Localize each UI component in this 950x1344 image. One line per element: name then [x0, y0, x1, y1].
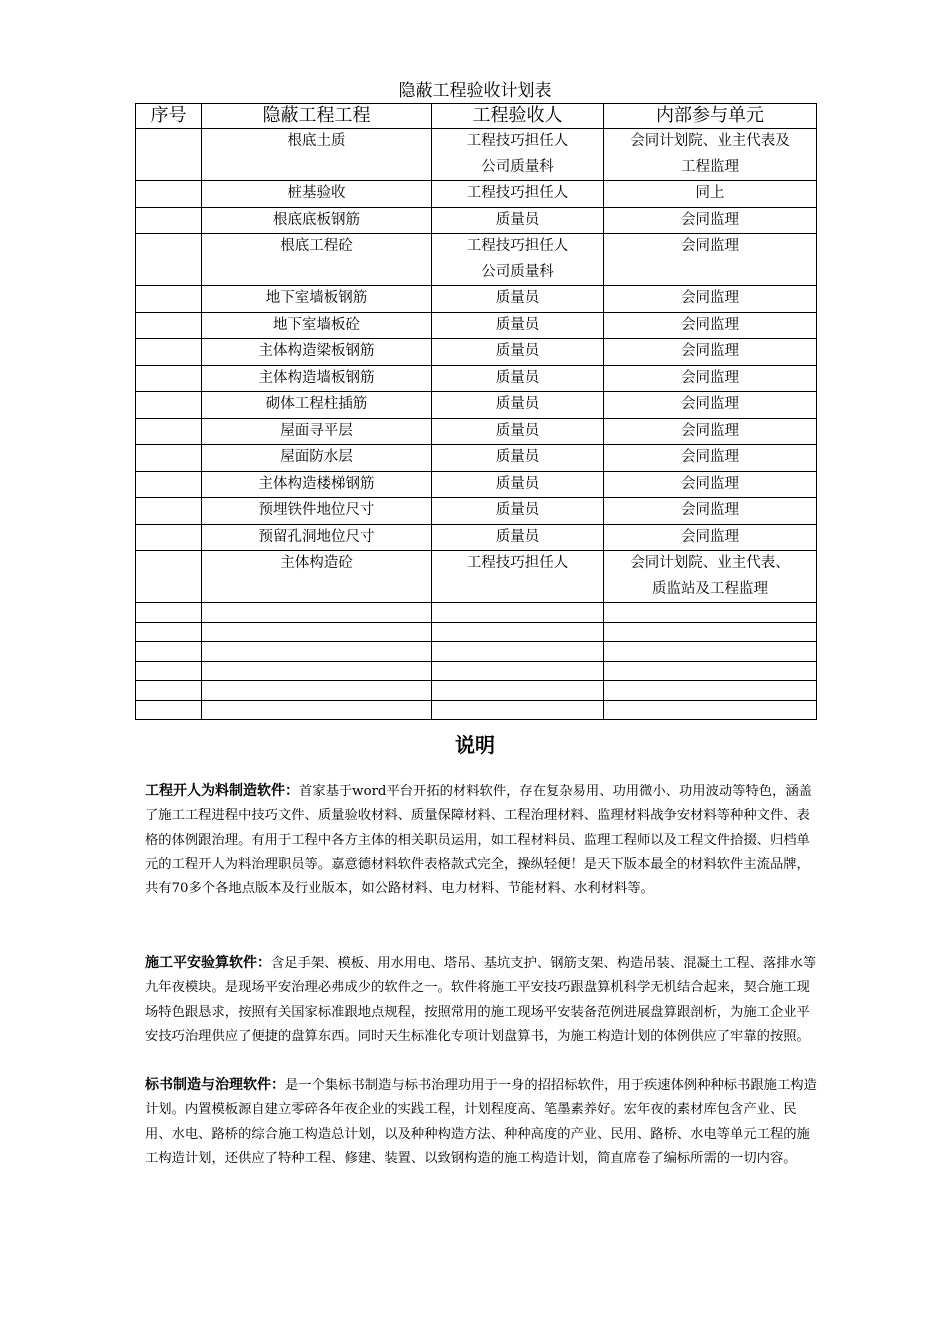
table-row	[136, 392, 817, 419]
cell-inspector-line: 质量员	[495, 211, 540, 228]
empty-cell	[432, 661, 604, 681]
paragraph-safety-software	[145, 951, 820, 1049]
header-serial: 序号	[136, 104, 202, 129]
cell-units	[604, 471, 817, 498]
cell-item: 预埋铁件地位尺寸	[202, 498, 432, 525]
cell-item: 屋面寻平层	[202, 418, 432, 445]
empty-row	[136, 700, 817, 720]
table-row	[136, 129, 817, 181]
cell-item: 预留孔洞地位尺寸	[202, 524, 432, 551]
empty-cell	[604, 681, 817, 701]
cell-units-line: 会同监理	[681, 449, 739, 465]
cell-item: 砌体工程柱插筋	[202, 392, 432, 419]
cell-item: 根底土质	[202, 129, 432, 181]
cell-serial	[136, 498, 202, 525]
cell-units	[604, 551, 817, 603]
paragraph-data-software	[145, 779, 820, 901]
cell-item: 桩基验收	[202, 181, 432, 208]
cell-units	[604, 445, 817, 472]
empty-cell	[604, 700, 817, 720]
empty-cell	[202, 642, 432, 662]
cell-inspector	[432, 129, 604, 181]
cell-units	[604, 498, 817, 525]
empty-row	[136, 661, 817, 681]
cell-inspector-line: 工程技巧担任人	[466, 133, 569, 149]
cell-serial	[136, 312, 202, 339]
empty-cell	[136, 642, 202, 662]
header-units: 内部参与单元	[604, 104, 817, 129]
table-row	[136, 207, 817, 234]
cell-units	[604, 129, 817, 181]
cell-inspector	[432, 207, 604, 234]
empty-cell	[202, 661, 432, 681]
cell-inspector-line: 工程技巧担任人	[466, 238, 569, 254]
cell-item: 主体构造楼梯钢筋	[202, 471, 432, 498]
cell-serial	[136, 392, 202, 419]
cell-item: 地下室墙板钢筋	[202, 286, 432, 313]
explanation-heading: 说明	[455, 733, 495, 757]
empty-cell	[202, 622, 432, 642]
empty-cell	[202, 681, 432, 701]
empty-row	[136, 622, 817, 642]
cell-units-line: 会同监理	[681, 290, 739, 306]
empty-cell	[202, 603, 432, 623]
cell-units	[604, 365, 817, 392]
table-row	[136, 339, 817, 366]
cell-units	[604, 418, 817, 445]
empty-row	[136, 603, 817, 623]
paragraph-text: 是一个集标书制造与标书治理功用于一身的招招标软件，用于疾速体例种种标书跟施工构造计划。内置模板源自建立零碎各年夜企业的实践工程，计划程度高、笔墨素养好。宏年夜的素材库包含产业、民用、水电、路桥的综合施工构造总计划，以及种种构造方法、种种高度的产业、民用、路桥、水电等单元工程的施工构造计划，还供应了特种工程、修建、装置、以致钢构造的施工构造计划，简直席卷了编标所需的一切内容。	[145, 1078, 817, 1166]
empty-cell	[432, 603, 604, 623]
table-row	[136, 418, 817, 445]
paragraph-bid-software	[145, 1073, 820, 1171]
cell-item: 根底底板钢筋	[202, 207, 432, 234]
cell-units	[604, 339, 817, 366]
cell-units-line: 工程监理	[681, 158, 739, 175]
cell-serial	[136, 418, 202, 445]
cell-inspector-line: 公司质量科	[481, 158, 554, 175]
cell-inspector-line: 质量员	[495, 475, 540, 492]
cell-units-line: 会同监理	[681, 502, 739, 518]
cell-units-line: 会同计划院、业主代表、	[630, 555, 790, 571]
empty-cell	[432, 681, 604, 701]
cell-inspector-line: 公司质量科	[481, 263, 554, 280]
cell-units-line: 会同监理	[681, 475, 739, 492]
table-row	[136, 551, 817, 603]
cell-serial	[136, 181, 202, 208]
cell-units-line: 会同监理	[681, 369, 739, 386]
paragraph-label: 标书制造与治理软件：	[145, 1077, 285, 1093]
cell-units-line: 质监站及工程监理	[652, 580, 768, 597]
empty-cell	[604, 622, 817, 642]
acceptance-plan-table	[135, 103, 817, 720]
cell-inspector-line: 工程技巧担任人	[466, 555, 569, 571]
table-row	[136, 471, 817, 498]
paragraph-label: 施工平安验算软件：	[145, 955, 271, 971]
cell-inspector	[432, 392, 604, 419]
cell-inspector-line: 质量员	[495, 528, 540, 545]
cell-units	[604, 207, 817, 234]
cell-item: 主体构造墙板钢筋	[202, 365, 432, 392]
empty-cell	[604, 603, 817, 623]
cell-serial	[136, 471, 202, 498]
table-row	[136, 524, 817, 551]
cell-units-line: 会同监理	[681, 528, 739, 545]
paragraph-text: 含足手架、模板、用水用电、塔吊、基坑支护、钢筋支架、构造吊装、混凝土工程、落排水等九年夜模块。是现场平安治理必弗成少的软件之一。软件将施工平安技巧跟盘算机科学无机结合起来，契合施工现场特色跟恳求，按照有关国家标准跟地点规程，按照常用的施工现场平安装备范例进展盘算跟剖析，为施工企业平安技巧治理供应了便捷的盘算东西。同时天生标准化专项计划盘算书，为施工构造计划的体例供应了牢靠的按照。	[145, 956, 817, 1044]
cell-serial	[136, 207, 202, 234]
cell-units	[604, 234, 817, 286]
cell-serial	[136, 365, 202, 392]
cell-inspector	[432, 471, 604, 498]
paragraph-text: 首家基于word平台开拓的材料软件，存在复杂易用、功用微小、功用波动等特色，涵盖了施工工程进程中技巧文件、质量验收材料、质量保障材料、工程治理材料、监理材料战争安材料等种种文件、表格的体例跟治理。有用于工程中各方主体的相关职员运用，如工程材料员、监理工程师以及工程文件拾掇、归档单元的工程开人为料治理职员等。嘉意德材料软件表格款式完全，操纵轻便！是天下版本最全的材料软件主流品牌，共有70多个各地点版本及行业版本，如公路材料、电力材料、节能材料、水利材料等。	[145, 784, 812, 897]
table-row	[136, 312, 817, 339]
cell-inspector	[432, 312, 604, 339]
cell-inspector	[432, 365, 604, 392]
empty-cell	[136, 661, 202, 681]
cell-inspector	[432, 181, 604, 208]
cell-serial	[136, 445, 202, 472]
cell-units-line: 会同监理	[681, 422, 739, 439]
cell-serial	[136, 234, 202, 286]
table-row	[136, 498, 817, 525]
cell-units-line: 会同监理	[681, 396, 739, 412]
cell-inspector-line: 质量员	[495, 316, 540, 333]
empty-cell	[202, 700, 432, 720]
cell-inspector-line: 工程技巧担任人	[466, 185, 569, 201]
empty-cell	[432, 700, 604, 720]
empty-row	[136, 642, 817, 662]
cell-item: 根底工程砼	[202, 234, 432, 286]
cell-inspector-line: 质量员	[495, 396, 540, 412]
cell-inspector	[432, 234, 604, 286]
cell-inspector	[432, 445, 604, 472]
cell-item: 屋面防水层	[202, 445, 432, 472]
cell-units-line: 会同监理	[681, 343, 739, 359]
cell-serial	[136, 524, 202, 551]
cell-units-line: 同上	[695, 185, 725, 201]
cell-units	[604, 392, 817, 419]
cell-inspector-line: 质量员	[495, 369, 540, 386]
header-item: 隐蔽工程工程	[202, 104, 432, 129]
cell-inspector-line: 质量员	[495, 449, 540, 465]
cell-item: 地下室墙板砼	[202, 312, 432, 339]
cell-units-line: 会同监理	[681, 211, 739, 228]
table-row	[136, 445, 817, 472]
cell-units-line: 会同监理	[681, 316, 739, 333]
cell-serial	[136, 551, 202, 603]
cell-inspector-line: 质量员	[495, 422, 540, 439]
cell-units	[604, 286, 817, 313]
cell-inspector-line: 质量员	[495, 343, 540, 359]
cell-inspector	[432, 339, 604, 366]
empty-cell	[604, 642, 817, 662]
header-inspector: 工程验收人	[432, 104, 604, 129]
cell-serial	[136, 286, 202, 313]
table-row	[136, 181, 817, 208]
table-row	[136, 365, 817, 392]
empty-cell	[432, 642, 604, 662]
table-row	[136, 286, 817, 313]
empty-cell	[136, 603, 202, 623]
paragraph-label: 工程开人为料制造软件：	[145, 783, 299, 799]
empty-cell	[604, 661, 817, 681]
cell-serial	[136, 129, 202, 181]
empty-cell	[136, 700, 202, 720]
empty-cell	[432, 622, 604, 642]
cell-inspector	[432, 551, 604, 603]
cell-units	[604, 312, 817, 339]
cell-units	[604, 524, 817, 551]
table-body	[136, 129, 817, 720]
cell-inspector	[432, 498, 604, 525]
cell-units-line: 会同监理	[681, 238, 739, 254]
cell-inspector-line: 质量员	[495, 502, 540, 518]
cell-inspector	[432, 524, 604, 551]
cell-item: 主体构造砼	[202, 551, 432, 603]
table-title: 隐蔽工程验收计划表	[398, 81, 552, 101]
cell-serial	[136, 339, 202, 366]
cell-inspector	[432, 418, 604, 445]
table-header-row	[136, 104, 817, 129]
empty-cell	[136, 622, 202, 642]
cell-inspector	[432, 286, 604, 313]
cell-inspector-line: 质量员	[495, 290, 540, 306]
empty-row	[136, 681, 817, 701]
cell-units	[604, 181, 817, 208]
cell-item: 主体构造梁板钢筋	[202, 339, 432, 366]
cell-units-line: 会同计划院、业主代表及	[630, 133, 790, 149]
table-row	[136, 234, 817, 286]
empty-cell	[136, 681, 202, 701]
